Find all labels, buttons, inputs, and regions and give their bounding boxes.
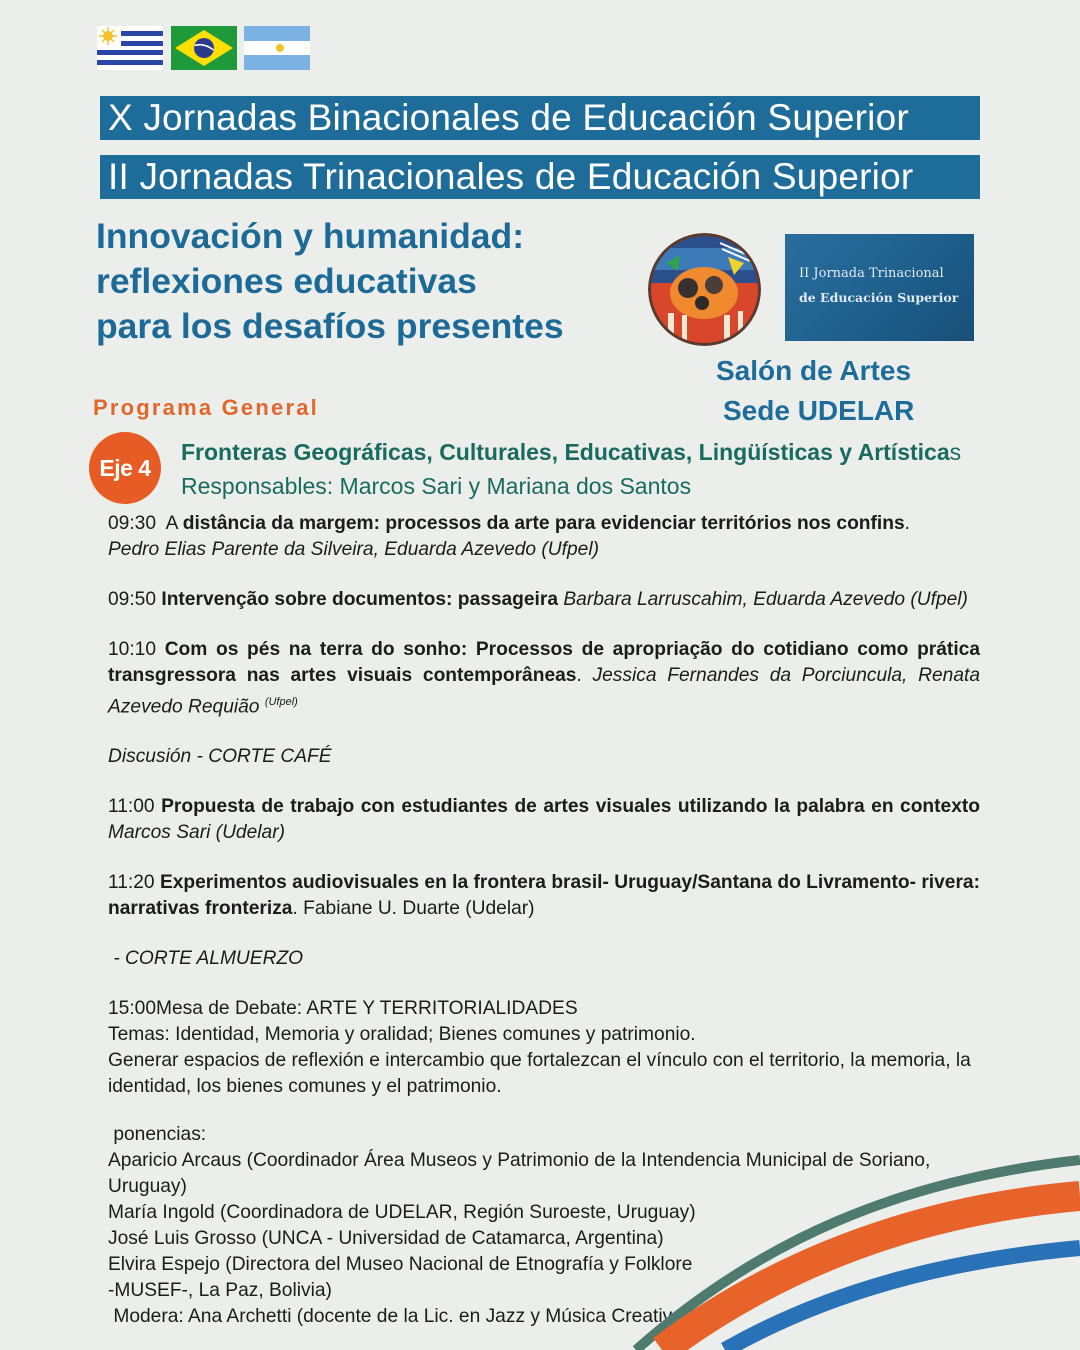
axis-responsables: Responsables: Marcos Sari y Mariana dos Santos <box>181 473 692 499</box>
axis-title-main: Fronteras Geográficas, Culturales, Educativas, Lingüísticas y Artística <box>181 439 950 465</box>
logo-line-1: II Jornada Trinacional <box>799 266 944 281</box>
axis-title <box>181 439 961 466</box>
artwork-circle-logo <box>648 233 761 346</box>
speaker-4-cont: -MUSEF-, La Paz, Bolivia) <box>108 1280 332 1302</box>
session-time: 11:00 <box>108 796 155 818</box>
session-authors: . Fabiane U. Duarte (Udelar) <box>292 898 535 920</box>
session-0930 <box>108 511 980 537</box>
flag-brazil-icon <box>171 26 237 70</box>
event-title-trinational: II Jornadas Trinacionales de Educación Superior <box>100 155 980 199</box>
session-1120 <box>108 870 980 922</box>
headline <box>96 214 636 349</box>
debate-title: 15:00Mesa de Debate: ARTE Y TERRITORIALIDADES <box>108 998 578 1020</box>
venue-room: Salón de Artes <box>716 355 912 386</box>
speaker-4: Elvira Espejo (Directora del Museo Nacional de Etnografía y Folklore <box>108 1254 693 1276</box>
program-schedule <box>108 511 980 1330</box>
session-0950 <box>108 587 980 613</box>
session-1010 <box>108 637 980 720</box>
flag-argentina-icon <box>244 26 310 70</box>
logo-line-2: de Educación Superior <box>799 290 959 305</box>
ponencias-label: ponencias: <box>108 1124 207 1146</box>
break-almuerzo <box>108 946 980 972</box>
break-cafe-label: Discusión - CORTE CAFÉ <box>108 746 332 768</box>
session-authors: Jessica Fernandes da Porciuncula, Renata Azevedo Requião <box>108 665 980 718</box>
session-authors-0930 <box>108 537 980 563</box>
jornada-trinacional-logo <box>785 234 974 341</box>
session-time: 09:50 <box>108 589 157 610</box>
speaker-2: María Ingold (Coordinadora de UDELAR, Región Suroeste, Uruguay) <box>108 1202 696 1224</box>
session-affiliation: (Ufpel) <box>264 696 298 708</box>
axis-badge: Eje 4 <box>89 432 161 504</box>
debate-themes: Temas: Identidad, Memoria y oralidad; Bienes comunes y patrimonio. <box>108 1024 696 1046</box>
headline-line-1: Innovación y humanidad: <box>96 216 525 256</box>
break-almuerzo-label: - CORTE ALMUERZO <box>108 948 304 970</box>
headline-line-2: reflexiones educativas <box>96 261 477 301</box>
flag-uruguay-icon <box>97 26 163 70</box>
session-authors: Barbara Larruscahim, Eduarda Azevedo (Ufpel) <box>563 589 968 610</box>
programa-general-label: Programa General <box>93 395 319 420</box>
speaker-1: Aparicio Arcaus (Coordinador Área Museos y Patrimonio de la Intendencia Municipal de Soriano, Uruguay) <box>108 1150 931 1198</box>
session-time: 10:10 <box>108 639 157 660</box>
break-cafe <box>108 744 980 770</box>
venue-site: Sede UDELAR <box>723 395 915 426</box>
axis-title-tail: s <box>949 439 962 465</box>
session-title: Experimentos audiovisuales en la frontera brasil- Uruguay/Santana do Livramento- rivera: narrativas fronteriza <box>108 872 980 920</box>
session-time: 11:20 <box>108 872 155 894</box>
session-1100 <box>108 794 980 846</box>
session-authors: Pedro Elias Parente da Silveira, Eduarda Azevedo (Ufpel) <box>108 539 599 560</box>
session-punct: . <box>576 665 593 686</box>
debate-description: Generar espacios de reflexión e intercambio que fortalezcan el vínculo con el territorio, la memoria, la identidad, los bienes comunes y el patrimonio. <box>108 1050 971 1098</box>
speaker-3: José Luis Grosso (UNCA - Universidad de Catamarca, Argentina) <box>108 1228 664 1250</box>
session-punct: . <box>904 513 910 534</box>
headline-line-3: para los desafíos presentes <box>96 306 564 346</box>
session-title: Intervenção sobre documentos: passageira <box>161 589 559 610</box>
session-title: Propuesta de trabajo con estudiantes de artes visuales utilizando la palabra en contexto <box>161 796 980 818</box>
session-prefix: A <box>165 513 178 534</box>
moderator: Modera: Ana Archetti (docente de la Lic. en Jazz y Música Creativa <box>108 1306 683 1328</box>
session-title: distância da margem: processos da arte para evidenciar territórios nos confins <box>182 513 905 534</box>
session-time: 09:30 <box>108 513 157 534</box>
event-title-binational: X Jornadas Binacionales de Educación Superior <box>100 96 980 140</box>
session-title: Com os pés na terra do sonho: Processos de apropriação do cotidiano como prática transgressora nas artes visuais contemporâneas <box>108 639 980 686</box>
session-authors: Marcos Sari (Udelar) <box>108 822 285 844</box>
